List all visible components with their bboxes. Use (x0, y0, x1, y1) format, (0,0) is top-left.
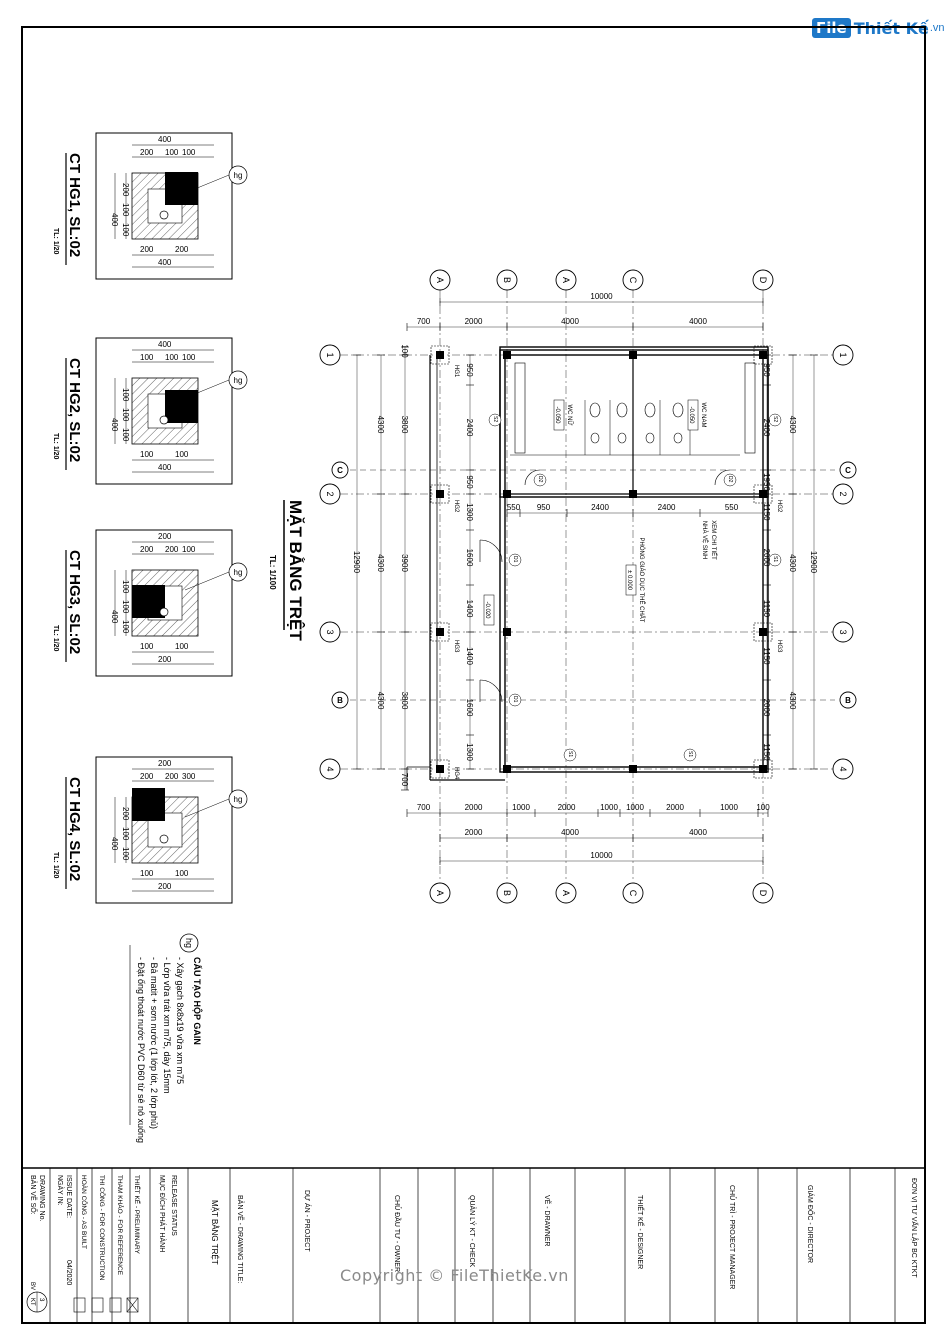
dim-l2: 100 (121, 408, 130, 422)
detail-pipe (160, 835, 168, 843)
door-swing (480, 540, 502, 562)
dim-b: 200 (165, 545, 179, 554)
dim-b1: 100 (140, 869, 154, 878)
firm-label: ĐƠN VỊ TƯ VẤN LẬP BC KTKT (910, 1178, 917, 1278)
sink-fixture (618, 433, 626, 443)
detail-tag: hg (233, 568, 243, 577)
note-line-2: NHÀ VỆ SINH (701, 520, 707, 560)
check-label: QUẢN LÝ KT - CHECK (468, 1195, 475, 1268)
dim-bottom-text: 1000 (720, 803, 738, 812)
dim-b2: 200 (175, 245, 189, 254)
dim-top: 400 (158, 340, 172, 349)
axis-label: A (435, 276, 445, 284)
dim-right-inner-text: 950 (762, 363, 771, 377)
axis-label: B (502, 889, 512, 897)
sink-fixture (674, 433, 682, 443)
dim-l1: 200 (121, 807, 130, 821)
detail-scale: TL: 1/20 (52, 228, 59, 255)
owner-label: CHỦ ĐẦU TƯ - OWNER (393, 1195, 400, 1273)
detail-tag: hg (233, 171, 243, 180)
logo-domain: .vn (929, 22, 945, 34)
detail-title-group (52, 777, 83, 889)
director-label: GIÁM ĐỐC - DIRECTOR (806, 1185, 813, 1264)
dim-top-text: 2000 (464, 317, 483, 326)
axis-label: A (435, 889, 445, 897)
axis-label: D (758, 889, 768, 897)
detail-hg2 (52, 338, 247, 484)
logo-brand: File (812, 18, 851, 38)
dim-left-inner-text: 1600 (465, 698, 474, 717)
column (503, 765, 511, 773)
drawing-title: MẶT BẰNG TRỆT (210, 1200, 219, 1265)
dim-bottom2-text: 4000 (689, 828, 707, 837)
door-tag: D2 (537, 476, 543, 483)
dim-left: 400 (110, 610, 119, 624)
dim-l3: 100 (121, 223, 130, 237)
axis-label: B (502, 276, 512, 284)
axis-label: A (561, 276, 571, 284)
column (436, 765, 444, 773)
gain-tag: HG3 (453, 640, 459, 653)
dim-left-small-text: 100 (400, 344, 409, 358)
detail-column (165, 172, 198, 205)
release-label: MỤC ĐÍCH PHÁT HÀNH (158, 1175, 165, 1253)
column (436, 490, 444, 498)
detail-pipe (160, 211, 168, 219)
floor-plan (268, 270, 856, 903)
detail-hg3 (52, 530, 247, 676)
dim-b: 100 (165, 353, 179, 362)
dim-b2: 100 (175, 642, 189, 651)
legend-line-3: - Bả matit + sơn nước (1 lớp lót, 2 lớp phủ) (149, 957, 159, 1129)
dim-wc-text: 950 (536, 503, 551, 512)
dim-left: 400 (110, 213, 119, 227)
legend-tag: hg (184, 937, 194, 949)
dim-bottom: 400 (158, 258, 172, 267)
detail-title: CT HG4, SL:02 (66, 777, 83, 882)
axis-label: D (758, 276, 768, 284)
dim-b1: 200 (140, 245, 154, 254)
room-level: -0.050 (554, 406, 560, 424)
dim-right-text: 4300 (788, 691, 797, 710)
dim-bottom-text: 2000 (464, 803, 483, 812)
dim-right-inner-text: 2400 (762, 418, 771, 437)
dim-right-text: 4300 (788, 415, 797, 434)
detail-title-group (52, 358, 83, 470)
door-tag: D1 (512, 556, 518, 563)
column (436, 351, 444, 359)
legend-line-4: - Đặt ống thoát nước PVC D60 từ sê nô xuống (136, 957, 146, 1144)
detail-title: CT HG2, SL:02 (66, 358, 83, 463)
dim-b2: 100 (175, 450, 189, 459)
column (503, 628, 511, 636)
room-label (554, 400, 573, 430)
room-label (626, 538, 645, 623)
dim-left-inner-text: 1400 (465, 599, 474, 618)
legend (130, 934, 203, 1143)
dim-left-inner-text: 950 (465, 363, 474, 377)
dim-left-inner-text: 950 (465, 475, 474, 489)
drawing-no-prefix: BV (29, 1282, 35, 1291)
room-name: WC NỮ (566, 404, 572, 426)
dim-right-inner-text: 1150 (762, 599, 771, 618)
dim-left-inner-text: 1300 (465, 743, 474, 761)
dim-left: 400 (110, 837, 119, 851)
dim-bottom-text: 1000 (626, 803, 644, 812)
detail-title: CT HG3, SL:02 (66, 550, 83, 655)
dim-top-outer-text: 10000 (590, 292, 613, 301)
dim-left-small-text: 3800 (400, 691, 409, 710)
dim-right-text: 4300 (788, 554, 797, 572)
dim-left-text: 4300 (376, 415, 385, 434)
dim-right-inner-text: 1150 (762, 743, 771, 761)
drawn-label: VẼ - DRAWNER (543, 1195, 550, 1247)
issue-date: 04/2020 (65, 1260, 72, 1286)
dim-l3: 100 (121, 620, 130, 634)
gain-tag: HG3 (776, 640, 782, 653)
status-row: THAM KHẢO - FOR REFERENCE (116, 1175, 123, 1276)
dim-wc-text: 2400 (657, 503, 676, 512)
wc-note (701, 520, 717, 560)
dim-left-text: 4300 (376, 554, 385, 572)
column (503, 490, 511, 498)
outer-wall (500, 350, 768, 772)
wc-counter (745, 363, 755, 453)
dim-left-outer-text: 12900 (352, 550, 361, 574)
dim-bottom-text: 700 (416, 803, 431, 812)
section-label: B (845, 696, 851, 705)
copyright-watermark: Copyright © FileThietKe.vn (340, 1266, 569, 1285)
column (436, 628, 444, 636)
detail-pipe (160, 608, 168, 616)
detail-title: CT HG1, SL:02 (66, 153, 83, 258)
dim-bottom2-text: 2000 (464, 828, 483, 837)
axis-label: 1 (325, 352, 335, 358)
gain-tag: HG2 (776, 500, 782, 513)
drawing-no-label: BẢN VẼ SỐ: (29, 1175, 36, 1215)
dim-top: 200 (158, 532, 172, 541)
dim-a: 100 (140, 353, 154, 362)
detail-pipe (160, 416, 168, 424)
window-tag: S1 (567, 751, 573, 758)
room-level: -0.050 (688, 406, 694, 424)
gain-tag: HG2 (453, 500, 459, 513)
axis-label: C (628, 889, 638, 897)
dim-l3: 100 (121, 428, 130, 442)
sink-fixture (646, 433, 654, 443)
dim-left-small-text: 3900 (400, 554, 409, 572)
legend-line-2: - Lớp vữa trát xm m75, dày 15mm (162, 957, 172, 1094)
outside-level (484, 595, 494, 625)
window-tag: S2 (492, 416, 498, 423)
dim-b: 200 (165, 772, 179, 781)
status-checkbox[interactable] (74, 1298, 85, 1312)
date-label: NGÀY IN: (56, 1175, 63, 1206)
dim-wc-text: 550 (506, 503, 521, 512)
outside-level-text: -0.020 (484, 601, 490, 619)
dim-bottom-text: 2000 (557, 803, 576, 812)
dim-l2: 100 (121, 203, 130, 217)
release-label-en: RELEASE STATUS (170, 1175, 177, 1236)
detail-hg1 (52, 133, 247, 279)
dim-bottom-outer-text: 10000 (590, 851, 613, 860)
dim-c: 100 (182, 545, 196, 554)
detail-title-group (52, 550, 83, 662)
title-block (22, 1168, 925, 1323)
dim-c: 300 (182, 772, 196, 781)
detail-hg4 (52, 757, 247, 903)
dim-right-inner-text: 1950 (762, 473, 771, 491)
toilet-fixture (617, 403, 627, 417)
gain-tag: HG4 (453, 767, 459, 780)
door-swing (480, 680, 502, 702)
dim-a: 200 (140, 545, 154, 554)
dim-left-small-text: 700 (400, 772, 409, 787)
project-label: DỰ ÁN - PROJECT (303, 1190, 310, 1252)
axis-label: C (628, 276, 638, 284)
dim-b: 100 (165, 148, 179, 157)
status-row: HOÀN CÔNG - AS BUILT (80, 1175, 87, 1249)
dim-left-text: 4300 (376, 691, 385, 710)
dim-bottom-text: 100 (756, 803, 770, 812)
dim-l1: 200 (121, 183, 130, 197)
inner-wall (505, 355, 763, 767)
manager-label: CHỦ TRÌ - PROJECT MANAGER (728, 1185, 735, 1290)
dim-left-inner-text: 2400 (465, 418, 474, 437)
room-level: ± 0.000 (626, 570, 632, 590)
toilet-fixture (645, 403, 655, 417)
dim-right-inner-text: 1150 (762, 647, 771, 665)
dim-l1: 100 (121, 388, 130, 402)
axis-label: 2 (838, 491, 848, 497)
dim-a: 200 (140, 772, 154, 781)
sink-fixture (591, 433, 599, 443)
detail-scale: TL: 1/20 (52, 433, 59, 460)
dim-b1: 100 (140, 450, 154, 459)
drawing-no: KT (29, 1298, 35, 1306)
drawing-no-num: 3 (38, 1298, 44, 1302)
dim-c: 100 (182, 353, 196, 362)
room-name: WC NAM (700, 402, 706, 428)
dim-wc-text: 2400 (591, 503, 609, 512)
drawing-no-label-en: DRAWING No. (38, 1175, 45, 1222)
plan-title: MẶT BẰNG TRỆT (286, 500, 305, 641)
date-label-en: ISSUE DATE: (65, 1175, 72, 1219)
dim-top-text: 4000 (689, 317, 707, 326)
dim-top: 200 (158, 759, 172, 768)
dim-l2: 100 (121, 600, 130, 614)
dim-bottom-text: 2000 (666, 803, 684, 812)
axis-label: A (561, 889, 571, 897)
dim-right-inner-text: 1150 (762, 503, 771, 521)
dim-top-text: 4000 (561, 317, 579, 326)
door-tag: D1 (512, 696, 518, 703)
detail-scale: TL: 1/20 (52, 852, 59, 879)
section-label: C (845, 466, 851, 475)
plan-scale: TL: 1/100 (268, 555, 277, 590)
dim-l2: 100 (121, 827, 130, 841)
dim-left-inner-text: 1400 (465, 647, 474, 665)
toilet-fixture (590, 403, 600, 417)
dim-a: 200 (140, 148, 154, 157)
detail-group (52, 133, 247, 903)
status-row: THI CÔNG - FOR CONSTRUCTION (98, 1175, 105, 1281)
dim-bottom: 200 (158, 655, 172, 664)
toilet-fixture (673, 403, 683, 417)
designer-label: THIẾT KẾ - DESIGNER (636, 1195, 643, 1270)
column (629, 351, 637, 359)
status-checkbox[interactable] (92, 1298, 103, 1312)
dim-l3: 100 (121, 847, 130, 861)
detail-column (132, 788, 165, 821)
dim-b1: 100 (140, 642, 154, 651)
column (629, 765, 637, 773)
window-tag: S2 (772, 416, 778, 423)
column (629, 490, 637, 498)
detail-scale: TL: 1/20 (52, 625, 59, 652)
dim-bottom-text: 1000 (512, 803, 530, 812)
detail-tag: hg (233, 376, 243, 385)
room-name: PHÒNG GIÁO DỤC THỂ CHẤT (638, 537, 644, 623)
status-row: THIẾT KẾ - PRELIMINARY (133, 1175, 140, 1254)
section-label: B (337, 696, 343, 705)
dim-left-small-text: 3800 (400, 415, 409, 434)
plan-title-block (268, 500, 305, 641)
axis-label: 4 (325, 766, 335, 772)
axis-label: 3 (838, 629, 848, 635)
axis-label: 2 (325, 491, 335, 497)
dim-bottom-text: 1000 (600, 803, 618, 812)
gain-tag: HG1 (453, 365, 459, 378)
dim-wc-text: 550 (724, 503, 739, 512)
wc-counter (515, 363, 525, 453)
detail-title-group (52, 153, 83, 265)
logo-name: Thiết Kế (853, 18, 929, 38)
dim-b2: 100 (175, 869, 189, 878)
dim-bottom: 200 (158, 882, 172, 891)
legend-title: CẤU TẠO HỘP GAIN (192, 957, 202, 1045)
dim-left-inner-text: 1300 (465, 503, 474, 521)
window-tag: S1 (772, 556, 778, 563)
dim-top: 400 (158, 135, 172, 144)
dim-bottom2-text: 4000 (561, 828, 579, 837)
dim-bottom: 400 (158, 463, 172, 472)
dim-right-outer-text: 12900 (809, 550, 818, 574)
room-label (688, 400, 706, 430)
section-label: C (337, 466, 343, 475)
column (503, 351, 511, 359)
dim-right-inner-text: 2000 (762, 548, 771, 567)
detail-tag: hg (233, 795, 243, 804)
axis-label: 3 (325, 629, 335, 635)
dim-left-inner-text: 1600 (465, 548, 474, 567)
dim-l1: 100 (121, 580, 130, 594)
axis-label: 1 (838, 352, 848, 358)
window-tag: S1 (687, 751, 693, 758)
dim-right-inner-text: 2000 (762, 698, 771, 717)
note-line-1: XEM CHI TIẾT (710, 520, 716, 560)
dim-c: 100 (182, 148, 196, 157)
dim-left: 400 (110, 418, 119, 432)
drawing-title-label: BẢN VẼ - DRAWING TITLE: (236, 1195, 243, 1284)
legend-line-1: - Xây gạch 8x8x19 vữa xm m75 (175, 957, 185, 1085)
door-tag: D2 (727, 476, 733, 483)
axis-label: 4 (838, 766, 848, 772)
dim-top-text: 700 (416, 317, 431, 326)
